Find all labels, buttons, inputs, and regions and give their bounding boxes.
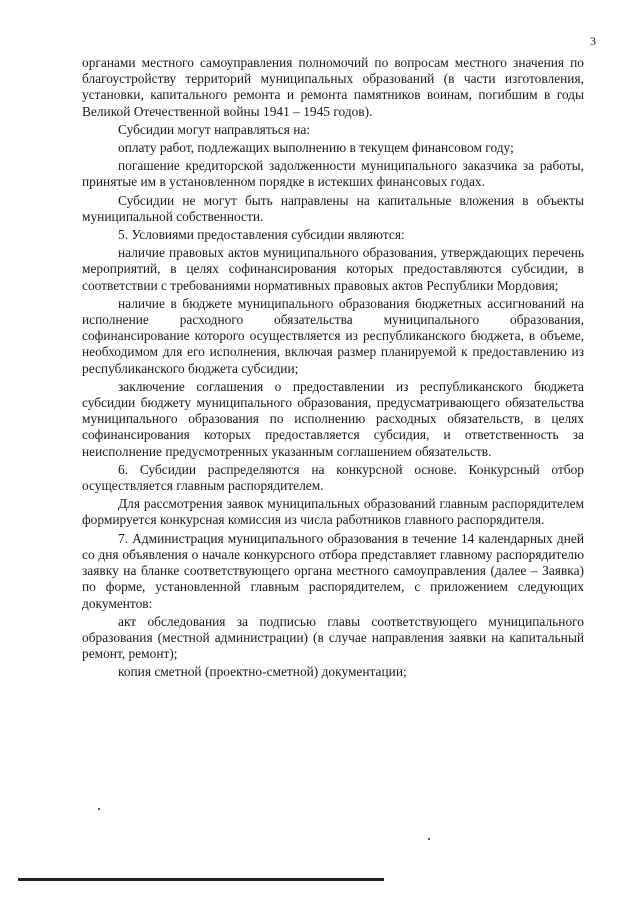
paragraph: 6. Субсидии распределяются на конкурсной основе. Конкурсный отбор осуществляется главным распорядителем.	[82, 461, 584, 494]
paragraph: наличие правовых актов муниципального образования, утверждающих перечень мероприятий, в целях софинансирования которых предоставляются субсидии, в соответствии с требованиями нормативных правовых актов Республики Мордовия;	[82, 245, 584, 293]
paragraph: погашение кредиторской задолженности муниципального заказчика за работы, принятые им в установленном порядке в истекших финансовых годах.	[82, 158, 584, 190]
scan-edge-line	[18, 878, 384, 881]
paragraph: 5. Условиями предоставления субсидии являются:	[118, 227, 405, 243]
paragraph: акт обследования за подписью главы соответствующего муниципального образования (местной администрации) (в случае направления заявки на капитальный ремонт, ремонт);	[82, 613, 584, 662]
scan-speck	[428, 838, 430, 840]
paragraph: Для рассмотрения заявок муниципальных образований главным распорядителем формируется конкурсная комиссия из числа работников главного распорядителя.	[82, 496, 584, 528]
scan-speck	[98, 808, 100, 810]
paragraph: наличие в бюджете муниципального образования бюджетных ассигнований на исполнение расходного обязательства муниципального образования, софинансирование которого осуществляется из республиканского бюджета, в объеме, необходимом для его исполнения, включая размер планируемой к предоставлению из республиканского бюджета субсидии;	[82, 295, 584, 376]
page-number: 3	[590, 34, 596, 48]
paragraph: органами местного самоуправления полномочий по вопросам местного значения по благоустройству территорий муниципальных образований (в части изготовления, установки, капитального ремонта и ремонта памятников воинам, погибшим в годы Великой Отечественной войны 1941 – 1945 годов).	[82, 55, 584, 119]
paragraph: Субсидии могут направляться на:	[118, 121, 311, 137]
paragraph: заключение соглашения о предоставлении из республиканского бюджета субсидии бюджету муниципального образования, предусматривающего обязательства муниципального образования по исполнению расходных обязательств, в целях софинансирования которых предоставляется субсидия, и ответственность за неисполнение предусмотренных указанным соглашением обязательств.	[82, 378, 584, 459]
paragraph: копия сметной (проектно-сметной) документации;	[118, 664, 407, 680]
paragraph: оплату работ, подлежащих выполнению в текущем финансовом году;	[118, 140, 514, 156]
paragraph: Субсидии не могут быть направлены на капитальные вложения в объекты муниципальной собственности.	[82, 192, 584, 224]
paragraph: 7. Администрация муниципального образования в течение 14 календарных дней со дня объявления о начале конкурсного отбора представляет главному распорядителю заявку на бланке соответствующего органа местного самоуправления (далее – Заявка) по форме, установленной главным распорядителем, с приложением следующих документов:	[82, 530, 584, 611]
document-body	[82, 55, 584, 683]
